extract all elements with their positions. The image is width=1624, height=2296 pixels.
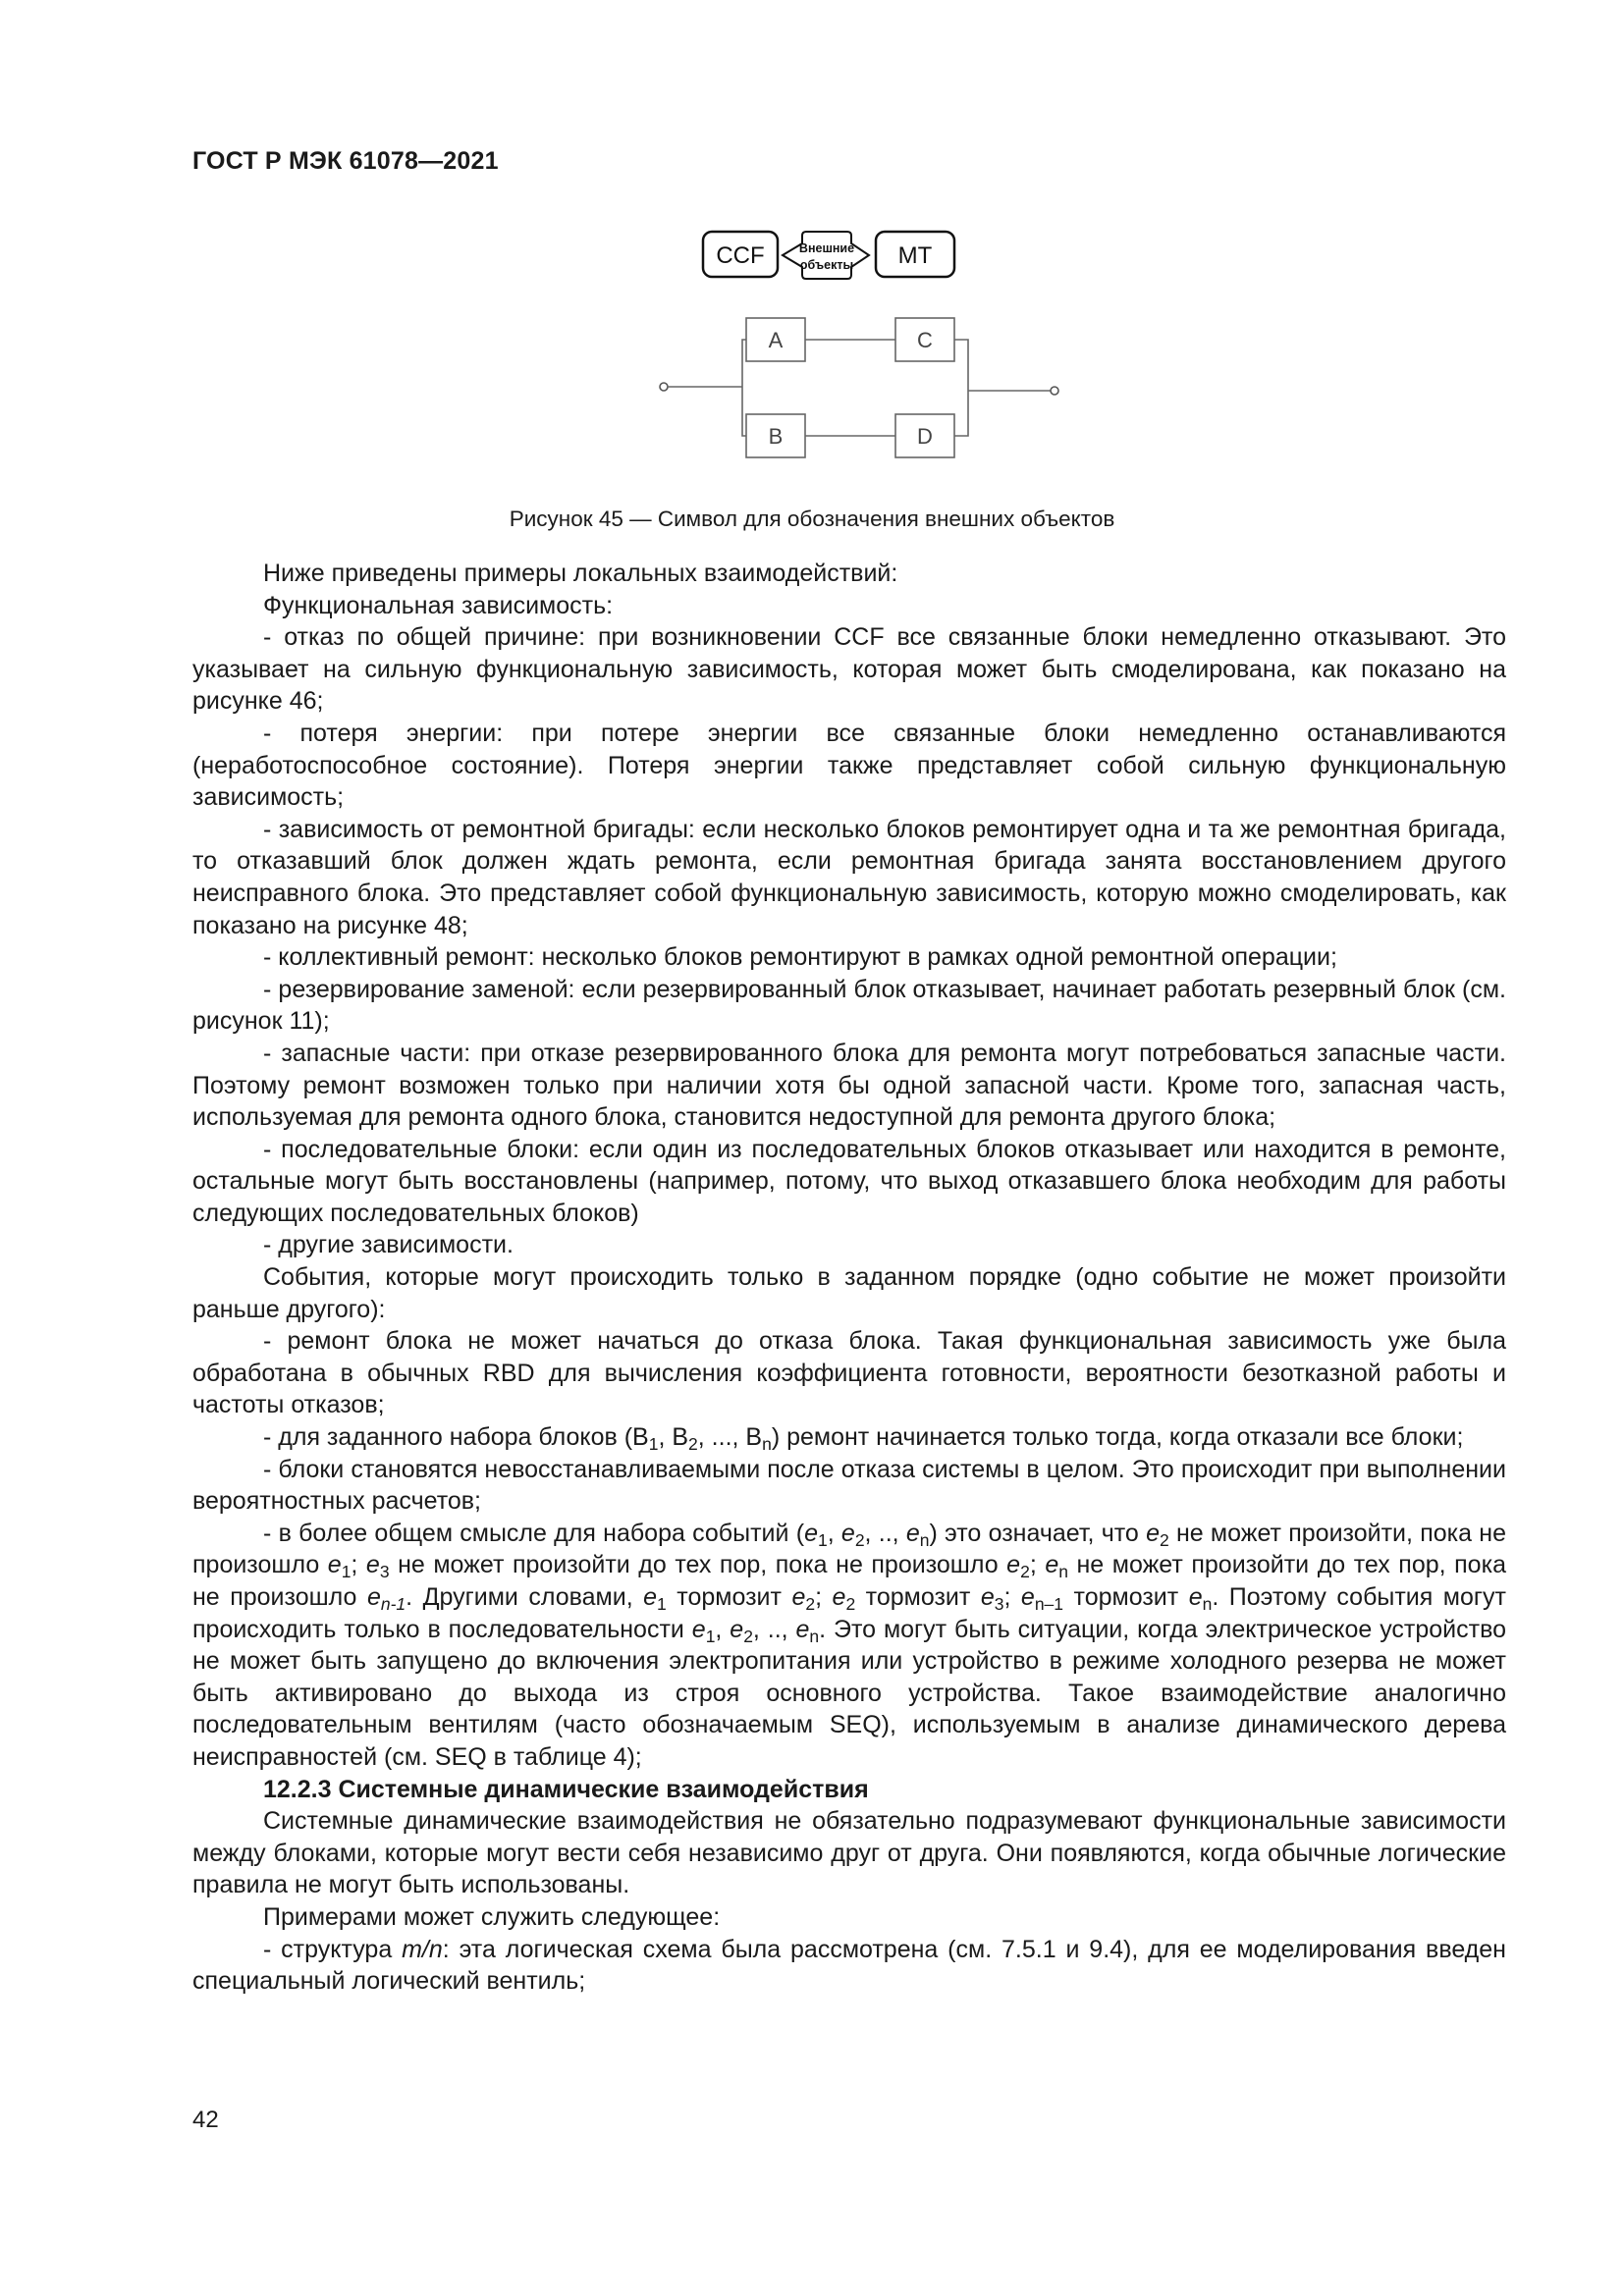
block-c-label: C bbox=[917, 328, 933, 352]
paragraph: - отказ по общей причине: при возникновении CCF все связанные блоки немедленно отказывают. Это указывает на сильную функциональную зависимость, которая может быть смоделирована, как показано на рисунке 46; bbox=[192, 623, 1506, 716]
figure-45 bbox=[648, 228, 1060, 493]
section-heading: 12.2.3 Системные динамические взаимодействия bbox=[263, 1775, 869, 1803]
body-text bbox=[192, 558, 1506, 1998]
block-b-label: B bbox=[768, 424, 784, 449]
paragraph: Системные динамические взаимодействия не обязательно подразумевают функциональные зависимости между блоками, которые могут вести себя независимо друг от друга. Они появляются, когда обычные логические правила не могут быть использованы. bbox=[192, 1807, 1506, 1899]
paragraph: - коллективный ремонт: несколько блоков ремонтируют в рамках одной ремонтной операции; bbox=[263, 943, 1337, 972]
external-objects-line1: Внешние bbox=[798, 241, 855, 255]
external-objects-diagram bbox=[648, 228, 1060, 493]
paragraph: - последовательные блоки: если один из последовательных блоков отказывает или находится в ремонте, остальные могут быть восстановлены (например, потому, что выход отказавшего блока необходим для работы следующих последовательных блоков) bbox=[192, 1135, 1506, 1227]
paragraph: Примерами может служить следующее: bbox=[263, 1902, 721, 1931]
paragraph: - для заданного набора блоков ($B_1$, $B_2$, ..., $B_n$) ремонт начинается только тогда, когда отказали все блоки; bbox=[263, 1423, 1464, 1454]
mt-label: MT bbox=[897, 242, 933, 269]
paragraph: Ниже приведены примеры локальных взаимодействий: bbox=[263, 560, 898, 587]
external-objects-line2: объекты bbox=[799, 258, 854, 272]
paragraph: - в более общем смысле для набора событий ($e_1$, $e_2$, .., $e_n$) это означает, что $e_2$ не может произойти, пока не произошло $e_1$; $e_3$ не может произойти до тех пор, пока не произошло $e_2$; $e_n$ не может произойти до тех пор, пока не произошло $e_{n-1}$. Другими словами, $e_1$ тормозит $e_2$; $e_2$ тормозит $e_3$; $e_{n-1}$ тормозит $e_n$. Поэтому события могут происходить только в последовательности $e_1$, $e_2$, .., $e_n$. Это могут быть ситуации, когда электрическое устройство не может быть запущено до включения электропитания или устройство в режиме холодного резерва не может быть активировано до выхода из строя основного устройства. Такое взаимодействие аналогично последовательным вентилям (часто обозначаемым SEQ), используемым в анализе динамического дерева неисправностей (см. SEQ в таблице 4); bbox=[192, 1519, 1506, 1771]
document-header: ГОСТ Р МЭК 61078—2021 bbox=[192, 147, 499, 175]
paragraph: - блоки становятся невосстанавливаемыми после отказа системы в целом. Это происходит при выполнении вероятностных расчетов; bbox=[192, 1455, 1506, 1516]
block-a-label: A bbox=[768, 328, 784, 352]
page-number: 42 bbox=[192, 2107, 219, 2133]
input-terminal bbox=[660, 383, 668, 391]
paragraph: - другие зависимости. bbox=[263, 1231, 514, 1259]
paragraph: - потеря энергии: при потере энергии все связанные блоки немедленно останавливаются (неработоспособное состояние). Потеря энергии также представляет собой сильную функциональную зависимость; bbox=[192, 719, 1506, 812]
output-terminal bbox=[1051, 387, 1058, 395]
figure-caption: Рисунок 45 — Символ для обозначения внешних объектов bbox=[509, 507, 1115, 531]
paragraph: - запасные части: при отказе резервированного блока для ремонта могут потребоваться запасные части. Поэтому ремонт возможен только при наличии хотя бы одной запасной части. Кроме того, запасная часть, используемая для ремонта одного блока, становится недоступной для ремонта другого блока; bbox=[192, 1039, 1506, 1132]
block-d-label: D bbox=[917, 424, 933, 449]
paragraph: - зависимость от ремонтной бригады: если несколько блоков ремонтирует одна и та же ремонтная бригада, то отказавший блок должен ждать ремонта, если ремонтная бригада занята восстановлением другого неисправного блока. Это представляет собой функциональную зависимость, которую можно смоделировать, как показано на рисунке 48; bbox=[192, 815, 1506, 939]
paragraph: - ремонт блока не может начаться до отказа блока. Такая функциональная зависимость уже была обработана в обычных RBD для вычисления коэффициента готовности, вероятности безотказной работы и частоты отказов; bbox=[192, 1327, 1506, 1419]
paragraph: - резервирование заменой: если резервированный блок отказывает, начинает работать резервный блок (см. рисунок 11); bbox=[192, 975, 1506, 1036]
paragraph: События, которые могут происходить только в заданном порядке (одно событие не может произойти раньше другого): bbox=[192, 1263, 1506, 1323]
paragraph: Функциональная зависимость: bbox=[263, 591, 614, 619]
paragraph: - структура m/n: эта логическая схема была рассмотрена (см. 7.5.1 и 9.4), для ее моделирования введен специальный логический вентиль; bbox=[192, 1935, 1506, 1996]
ccf-label: CCF bbox=[716, 242, 765, 269]
